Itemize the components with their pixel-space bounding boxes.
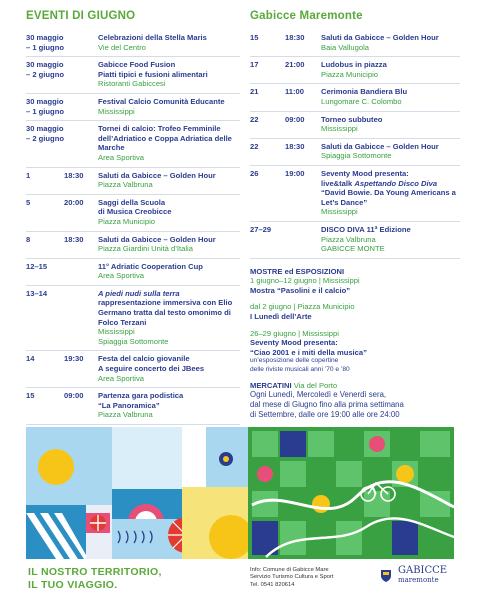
- event-date: 1: [26, 170, 31, 180]
- event-time: 18:30: [64, 170, 84, 180]
- exhibition-2-meta: dal 2 giugno | Piazza Municipio: [250, 302, 355, 312]
- event-title: [321, 142, 460, 152]
- left-event-list: [26, 30, 240, 425]
- event-date: 30 maggio – 2 giugno: [26, 60, 64, 79]
- event-title-text: Festival Calcio Comunità Educante: [98, 96, 225, 106]
- event-title-text: Celebrazioni della Stella Maris: [98, 33, 207, 42]
- event-title-rest: rappresentazione immersiva con Elio Germano tratta dal testo omonimo di Folco Terzani: [98, 298, 233, 327]
- event-title: [321, 60, 460, 70]
- event-title-rest: “David Bowie. Da Young Americans a Let’s Dance”: [321, 188, 456, 207]
- event-title: [98, 97, 240, 107]
- right-column: [250, 30, 460, 427]
- footer-info: [250, 567, 333, 589]
- event-title-text: Saluti da Gabicce – Golden Hour: [98, 170, 216, 180]
- logo-line-2: maremonte: [398, 576, 439, 584]
- event-date: 15: [250, 33, 259, 42]
- event-place: Piazza Valbruna: [98, 180, 153, 190]
- event-place: Lungomare C. Colombo: [321, 96, 402, 106]
- event-row: [250, 166, 460, 222]
- event-time: 19:00: [285, 168, 305, 178]
- event-place: Piazza Valbruna: [98, 410, 153, 420]
- event-title: [321, 33, 460, 43]
- event-title-text: DISCO DIVA 11ª Edizione: [321, 224, 411, 234]
- event-title-text: Tornei di calcio: Trofeo Femminile dell’Adriatico e Coppa Adriatica delle Marche: [98, 124, 232, 153]
- event-place: Vie del Centro: [98, 42, 146, 52]
- event-date: 22: [250, 114, 259, 124]
- territory-artwork: [26, 427, 454, 559]
- event-row: [26, 57, 240, 94]
- event-date: 14: [26, 354, 35, 364]
- event-date: 30 maggio – 2 giugno: [26, 124, 64, 143]
- event-title: [321, 115, 460, 125]
- event-time: [64, 262, 98, 281]
- parasol-icon: [90, 515, 106, 531]
- event-row: [250, 57, 460, 84]
- event-title-text: Partenza gara podistica “La Panoramica”: [98, 391, 184, 410]
- event-place: Spiaggia Sottomonte: [321, 151, 392, 161]
- right-event-list: [250, 30, 460, 259]
- coat-of-arms-icon: [380, 568, 392, 583]
- exhibition-1-title: Mostra “Pasolini e il calcio”: [250, 285, 351, 295]
- event-date: 27–29: [250, 224, 272, 234]
- event-time: [64, 124, 98, 162]
- event-title: [98, 391, 240, 410]
- event-row: [26, 30, 240, 57]
- event-row: [250, 222, 460, 259]
- flower-icon: [219, 452, 233, 466]
- event-place: Piazza Municipio: [321, 69, 378, 79]
- markets-block: [250, 381, 460, 421]
- event-date: 13–14: [26, 288, 48, 298]
- event-place: Area Sportiva: [98, 373, 145, 383]
- header-right-title: Gabicce Maremonte: [250, 10, 363, 22]
- event-row: [26, 286, 240, 352]
- event-time: 18:30: [285, 141, 305, 151]
- event-row: [26, 121, 240, 167]
- event-time: [64, 289, 98, 347]
- event-place: Mississippi: [321, 207, 358, 217]
- event-date: 15: [26, 391, 35, 401]
- event-row: [250, 112, 460, 139]
- event-place: Baia Vallugola: [321, 42, 369, 52]
- event-title-text: Festa del calcio giovanile A seguire concerto dei JBees: [98, 354, 205, 374]
- event-date: 30 maggio – 1 giugno: [26, 33, 64, 52]
- event-date: 22: [250, 141, 259, 151]
- sun-icon: [38, 449, 74, 485]
- event-title: [98, 235, 240, 245]
- event-row: [250, 84, 460, 111]
- event-title-text: Saggi della Scuola di Musica Creobicce: [98, 197, 172, 217]
- event-title: [321, 225, 460, 235]
- event-place: Mississippi Spiaggia Sottomonte: [98, 327, 169, 346]
- event-row: [26, 94, 240, 121]
- event-place: Mississippi: [98, 106, 135, 116]
- event-place: Piazza Valbruna GABICCE MONTE: [321, 234, 385, 254]
- event-time: 19:30: [64, 354, 84, 364]
- event-place: Area Sportiva: [98, 152, 145, 162]
- event-row: [26, 351, 240, 388]
- event-row: [26, 259, 240, 286]
- event-time: 18:30: [285, 33, 305, 42]
- event-date: 30 maggio – 1 giugno: [26, 96, 64, 116]
- event-time: 18:30: [64, 234, 84, 244]
- event-place: Area Sportiva: [98, 271, 145, 281]
- event-title-text: Ludobus in piazza: [321, 60, 387, 70]
- event-time: [64, 60, 98, 89]
- event-time: 09:00: [285, 114, 305, 124]
- event-row: [26, 195, 240, 232]
- exhibition-3-meta: 26–29 giugno | Mississippi: [250, 328, 339, 338]
- event-title-italic: A piedi nudi sulla terra: [98, 288, 180, 298]
- event-time: [64, 97, 98, 116]
- info-line-3: Tel. 0541 820614: [250, 581, 295, 588]
- event-title-text: Cerimonia Bandiera Blu: [321, 87, 408, 97]
- markets-label: MERCATINI: [250, 380, 292, 390]
- event-date: 12–15: [26, 261, 48, 271]
- event-title-text: Torneo subbuteo: [321, 114, 383, 124]
- event-title-text: Saluti da Gabicce – Golden Hour: [321, 33, 439, 42]
- event-title: [98, 262, 240, 272]
- event-time: 21:00: [285, 60, 305, 70]
- event-title: [98, 124, 240, 153]
- event-row: [26, 168, 240, 195]
- event-title-text: Saluti da Gabicce – Golden Hour: [321, 141, 439, 151]
- event-row: [250, 30, 460, 57]
- event-title: [98, 354, 240, 373]
- event-date: 17: [250, 60, 259, 70]
- info-line-1: Info: Comune di Gabicce Mare: [250, 567, 329, 573]
- markets-place: Via del Porto: [293, 380, 338, 390]
- markets-text: Ogni Lunedì, Mercoledì e Venerdì sera, dal mese di Giugno fino alla prima settimana di Settembre, dalle ore 19:00 alle ore 24:00: [250, 390, 404, 420]
- event-title: [98, 289, 240, 327]
- footer-slogan: [28, 566, 162, 592]
- event-date: 21: [250, 87, 259, 97]
- municipality-logo: [380, 566, 447, 584]
- event-title: [321, 87, 460, 97]
- event-place: Piazza Giardini Unità d’Italia: [98, 244, 193, 254]
- event-title-text: Seventy Mood presenta: live&talk: [321, 168, 409, 188]
- event-date: 8: [26, 234, 31, 244]
- event-place: Mississippi: [321, 124, 358, 134]
- event-place: Ristoranti Gabiccesi: [98, 79, 166, 89]
- event-time: 09:00: [64, 391, 84, 401]
- event-title-text: Gabicce Food Fusion Piatti tipici e fusioni alimentari: [98, 60, 208, 79]
- slogan-line-2: IL TUO VIAGGIO.: [28, 579, 118, 591]
- event-title-italic: Aspettando Disco Diva: [354, 178, 438, 188]
- exhibition-2-title: I Lunedì dell’Arte: [250, 312, 312, 322]
- event-row: [250, 139, 460, 166]
- event-title-text: 11° Adriatic Cooperation Cup: [98, 261, 203, 271]
- exhibition-3-title: Seventy Mood presenta: “Ciao 2001 e i miti della musica”: [250, 338, 367, 357]
- slogan-line-1: IL NOSTRO TERRITORIO,: [28, 566, 162, 578]
- header-left-title: EVENTI DI GIUGNO: [26, 10, 136, 22]
- event-time: [285, 225, 321, 254]
- event-row: [26, 232, 240, 259]
- event-title-text: Saluti da Gabicce – Golden Hour: [98, 234, 216, 244]
- event-date: 26: [250, 168, 259, 178]
- event-row: [26, 388, 240, 425]
- event-time: 20:00: [64, 197, 84, 207]
- event-time: 11:00: [285, 87, 305, 97]
- exhibitions-heading: MOSTRE ed ESPOSIZIONI: [250, 266, 345, 276]
- event-title: [98, 60, 240, 79]
- exhibitions-section: [250, 267, 460, 421]
- event-place: Piazza Municipio: [98, 216, 155, 226]
- event-time: [64, 33, 98, 52]
- logo-line-1: GABICCE: [398, 565, 448, 576]
- exhibition-3-description: un’esposizione delle copertine delle riviste musicali anni ’70 e ’80: [250, 357, 350, 373]
- event-date: 5: [26, 197, 31, 207]
- info-line-2: Servizio Turismo Cultura e Sport: [250, 574, 334, 581]
- exhibition-1-meta: 1 giugno–12 giugno | Mississippi: [250, 276, 360, 286]
- event-title: [98, 33, 240, 43]
- event-title: [98, 198, 240, 217]
- event-title: [321, 169, 460, 207]
- event-title: [98, 171, 240, 181]
